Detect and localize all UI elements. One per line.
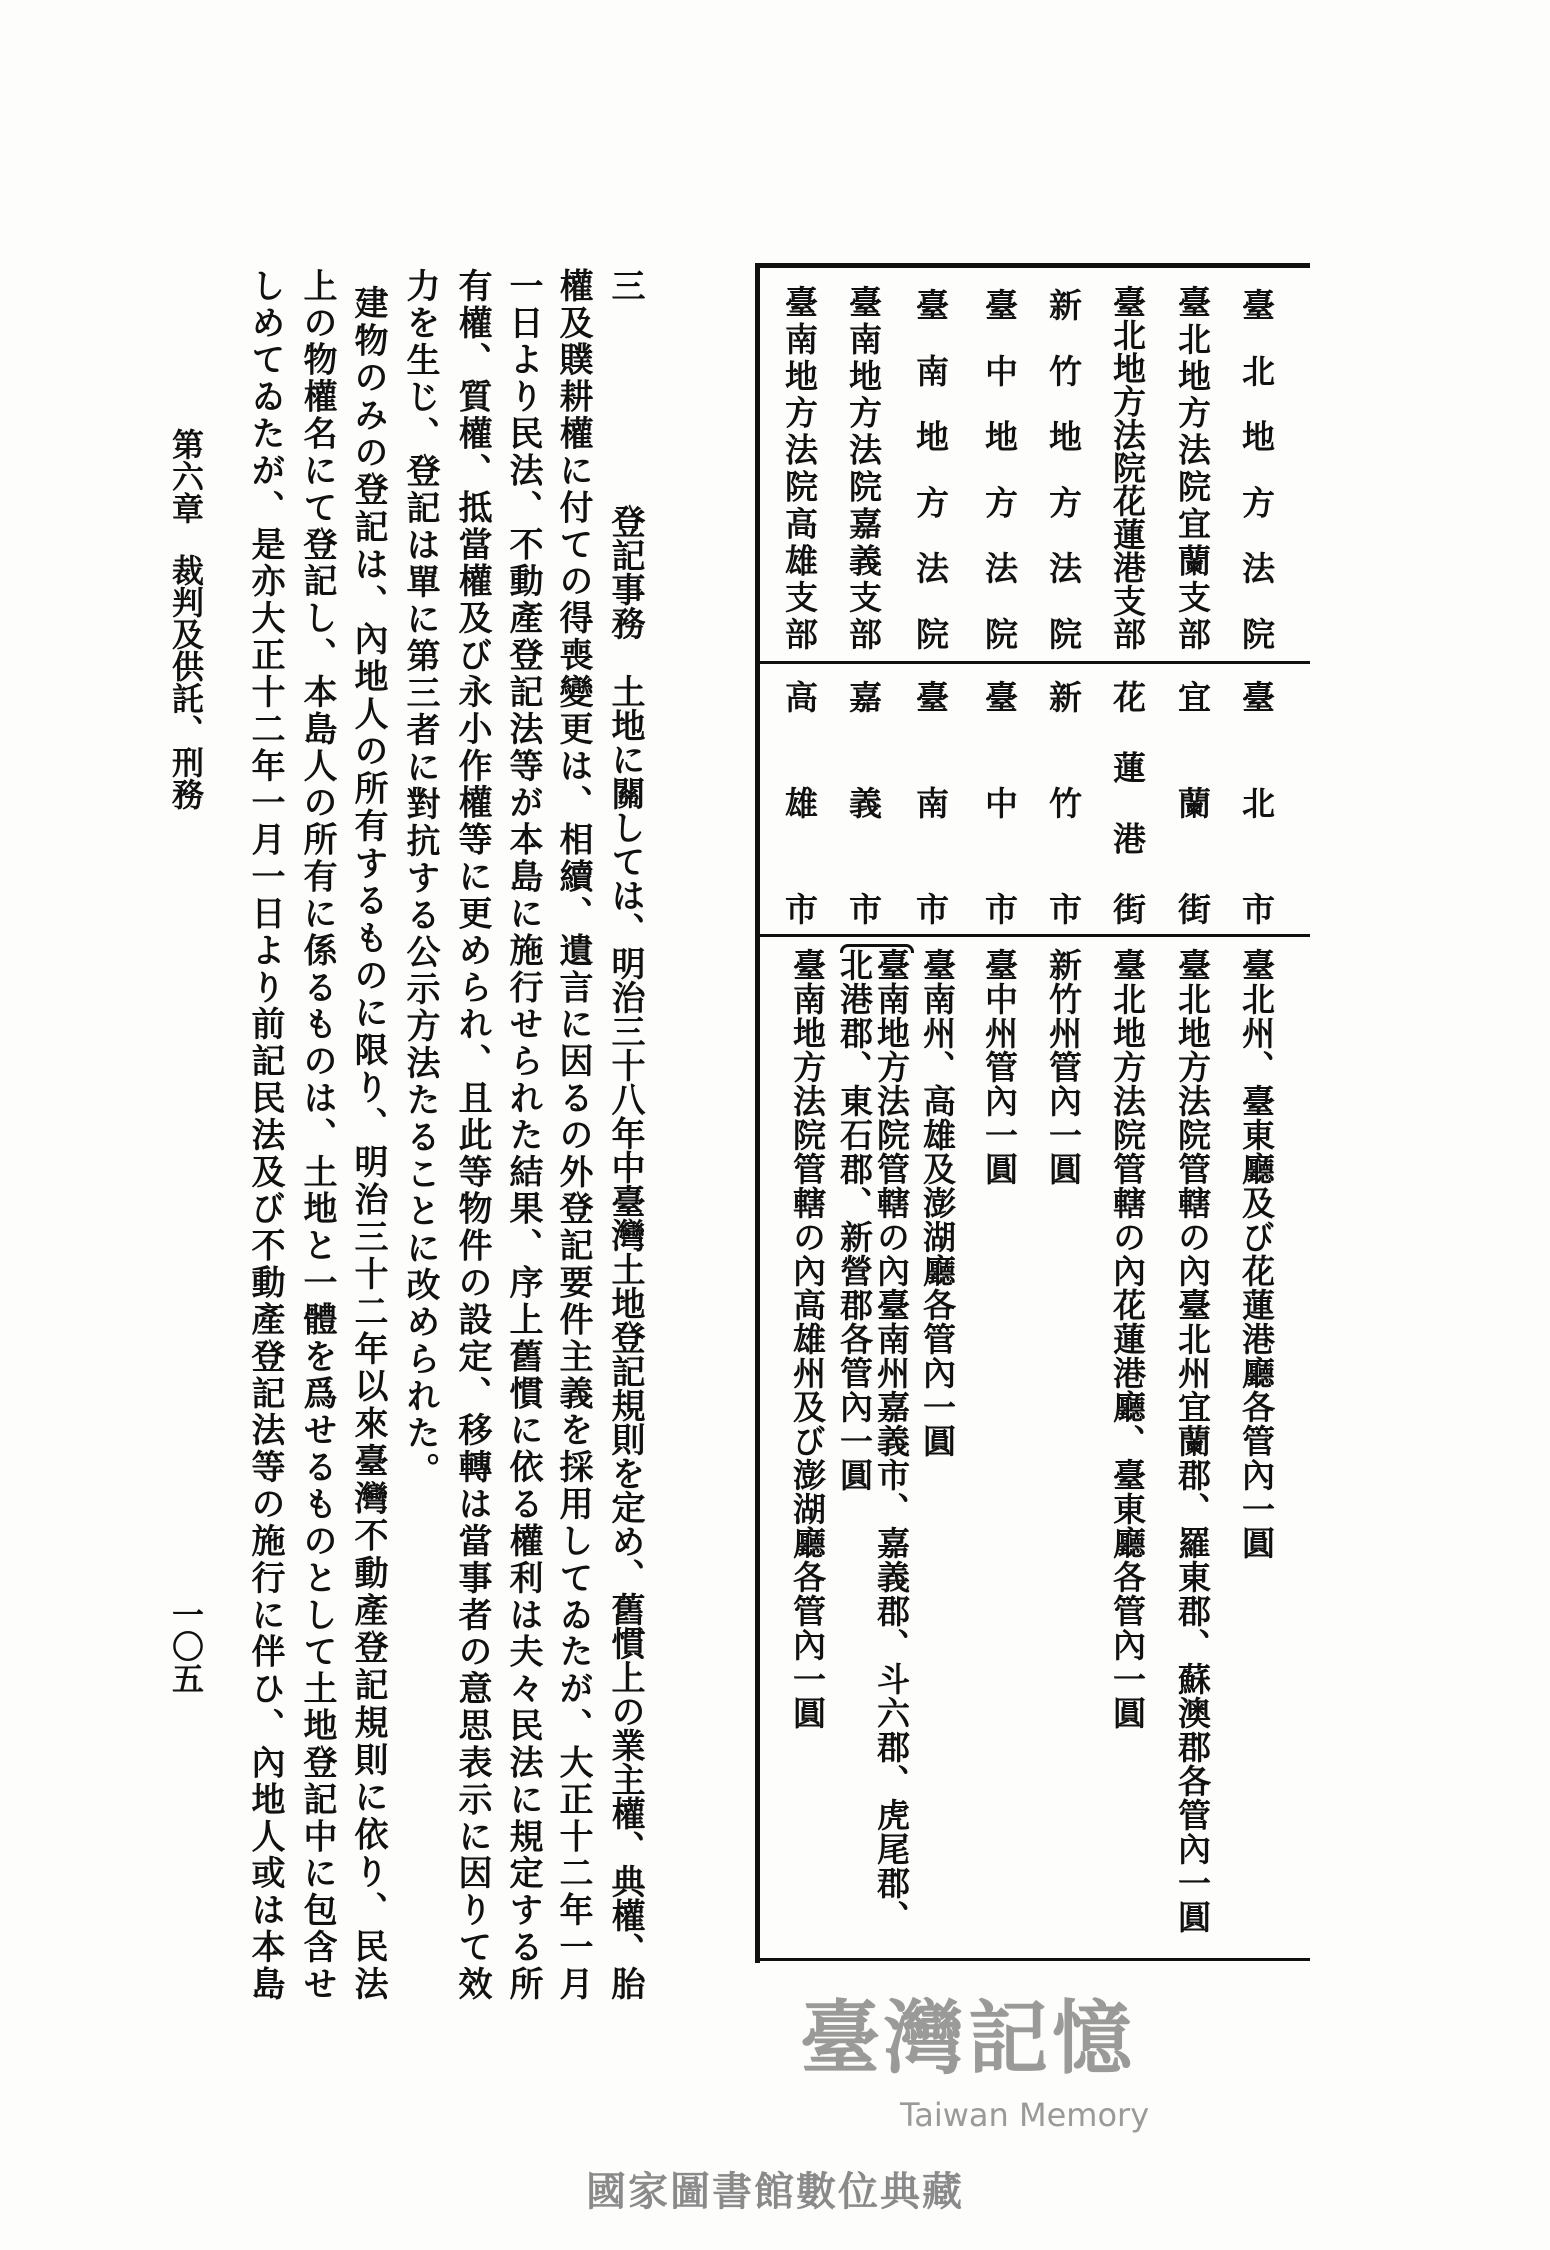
- page-number: 一〇五: [167, 1598, 205, 1694]
- court-location: 臺北市: [1237, 680, 1276, 925]
- body-line: 力を生じ、登記は單に第三者に對抗する公示方法たることに改められた。: [400, 268, 440, 1489]
- running-head: [166, 428, 206, 810]
- watermark-logo-en: Taiwan Memory: [900, 2096, 1150, 2134]
- court-name: 臺北地方法院宜蘭支部: [1173, 285, 1212, 650]
- body-line: 一日より民法、不動產登記法等が本島に施行せられた結果、序上舊慣に依る權利は夫々民法に規定する所: [503, 268, 543, 2001]
- table-bottom-rule: [757, 1958, 1310, 1961]
- chapter-title: 裁判及供託、刑務: [167, 554, 205, 810]
- court-jurisdiction-continued: 北港郡、東石郡、新營郡各管內一圓: [835, 948, 874, 1492]
- body-line: 土地に關しては、明治三十八年中臺灣土地登記規則を定め、舊慣上の業主權、典權、胎: [605, 674, 645, 2000]
- table-row-divider: [757, 934, 1310, 937]
- court-jurisdiction: 臺北地方法院管轄の內花蓮港廳、臺東廳各管內一圓: [1108, 948, 1147, 1730]
- court-name: 臺南地方法院: [911, 288, 950, 650]
- court-jurisdiction: 臺北地方法院管轄の內臺北州宜蘭郡、羅東郡、蘇澳郡各管內一圓: [1173, 948, 1212, 1934]
- court-name: 臺南地方法院高雄支部: [780, 285, 819, 650]
- section-heading: 登記事務: [605, 504, 645, 640]
- section-number: 三: [605, 268, 645, 470]
- court-name: 臺中地方法院: [980, 288, 1019, 650]
- court-jurisdiction: 臺北州、臺東廳及び花蓮港廳各管內一圓: [1237, 948, 1276, 1560]
- court-jurisdiction: 臺南地方法院管轄の內高雄州及び澎湖廳各管內一圓: [788, 948, 827, 1730]
- bracket-mark: [840, 944, 914, 953]
- court-location: 花蓮港街: [1108, 680, 1147, 925]
- court-name: 臺北地方法院: [1237, 288, 1276, 650]
- body-line: 上の物權名にて登記し、本島人の所有に係るものは、土地と一體を爲せるものとして土地登記中に包含せ: [297, 268, 337, 2000]
- court-location: 臺南市: [911, 680, 950, 925]
- watermark-logo: 臺灣記憶: [800, 1991, 1136, 2085]
- section-first-line: [602, 268, 648, 2000]
- chapter-label: 第六章: [167, 428, 205, 524]
- court-jurisdiction: 臺南州、高雄及澎湖廳各管內一圓: [918, 948, 957, 1458]
- court-jurisdiction: 新竹州管內一圓: [1044, 948, 1083, 1186]
- court-location: 高雄市: [780, 680, 819, 925]
- table-left-rule: [755, 263, 760, 1963]
- court-location: 新竹市: [1044, 680, 1083, 925]
- table-top-rule: [757, 263, 1310, 268]
- court-jurisdiction: 臺中州管內一圓: [980, 948, 1019, 1186]
- court-location: 嘉義市: [844, 680, 883, 925]
- court-jurisdiction: 臺南地方法院管轄の內臺南州嘉義市、嘉義郡、斗六郡、虎尾郡、: [872, 948, 911, 1934]
- body-line: 權及贌耕權に付ての得喪變更は、相續、遺言に因るの外登記要件主義を採用してゐたが、大正十二年一月: [553, 268, 593, 2000]
- body-line: 有權、質權、抵當權及び永小作權等に更められ、且此等物件の設定、移轉は當事者の意思表示に因りて效: [452, 268, 492, 2000]
- body-line: 建物のみの登記は、內地人の所有するものに限り、明治三十二年以來臺灣不動產登記規則に依り、民法: [348, 285, 388, 2000]
- court-location: 宜蘭街: [1173, 680, 1212, 925]
- table-row-divider: [757, 661, 1310, 664]
- court-name: 臺北地方法院花蓮港支部: [1108, 285, 1147, 650]
- court-name: 臺南地方法院嘉義支部: [844, 285, 883, 650]
- footer-caption: 國家圖書館數位典藏: [586, 2169, 964, 2215]
- court-location: 臺中市: [980, 680, 1019, 925]
- body-line: しめてゐたが、是亦大正十二年一月一日より前記民法及び不動產登記法等の施行に伴ひ、內地人或は本島: [245, 268, 285, 2001]
- court-name: 新竹地方法院: [1044, 288, 1083, 650]
